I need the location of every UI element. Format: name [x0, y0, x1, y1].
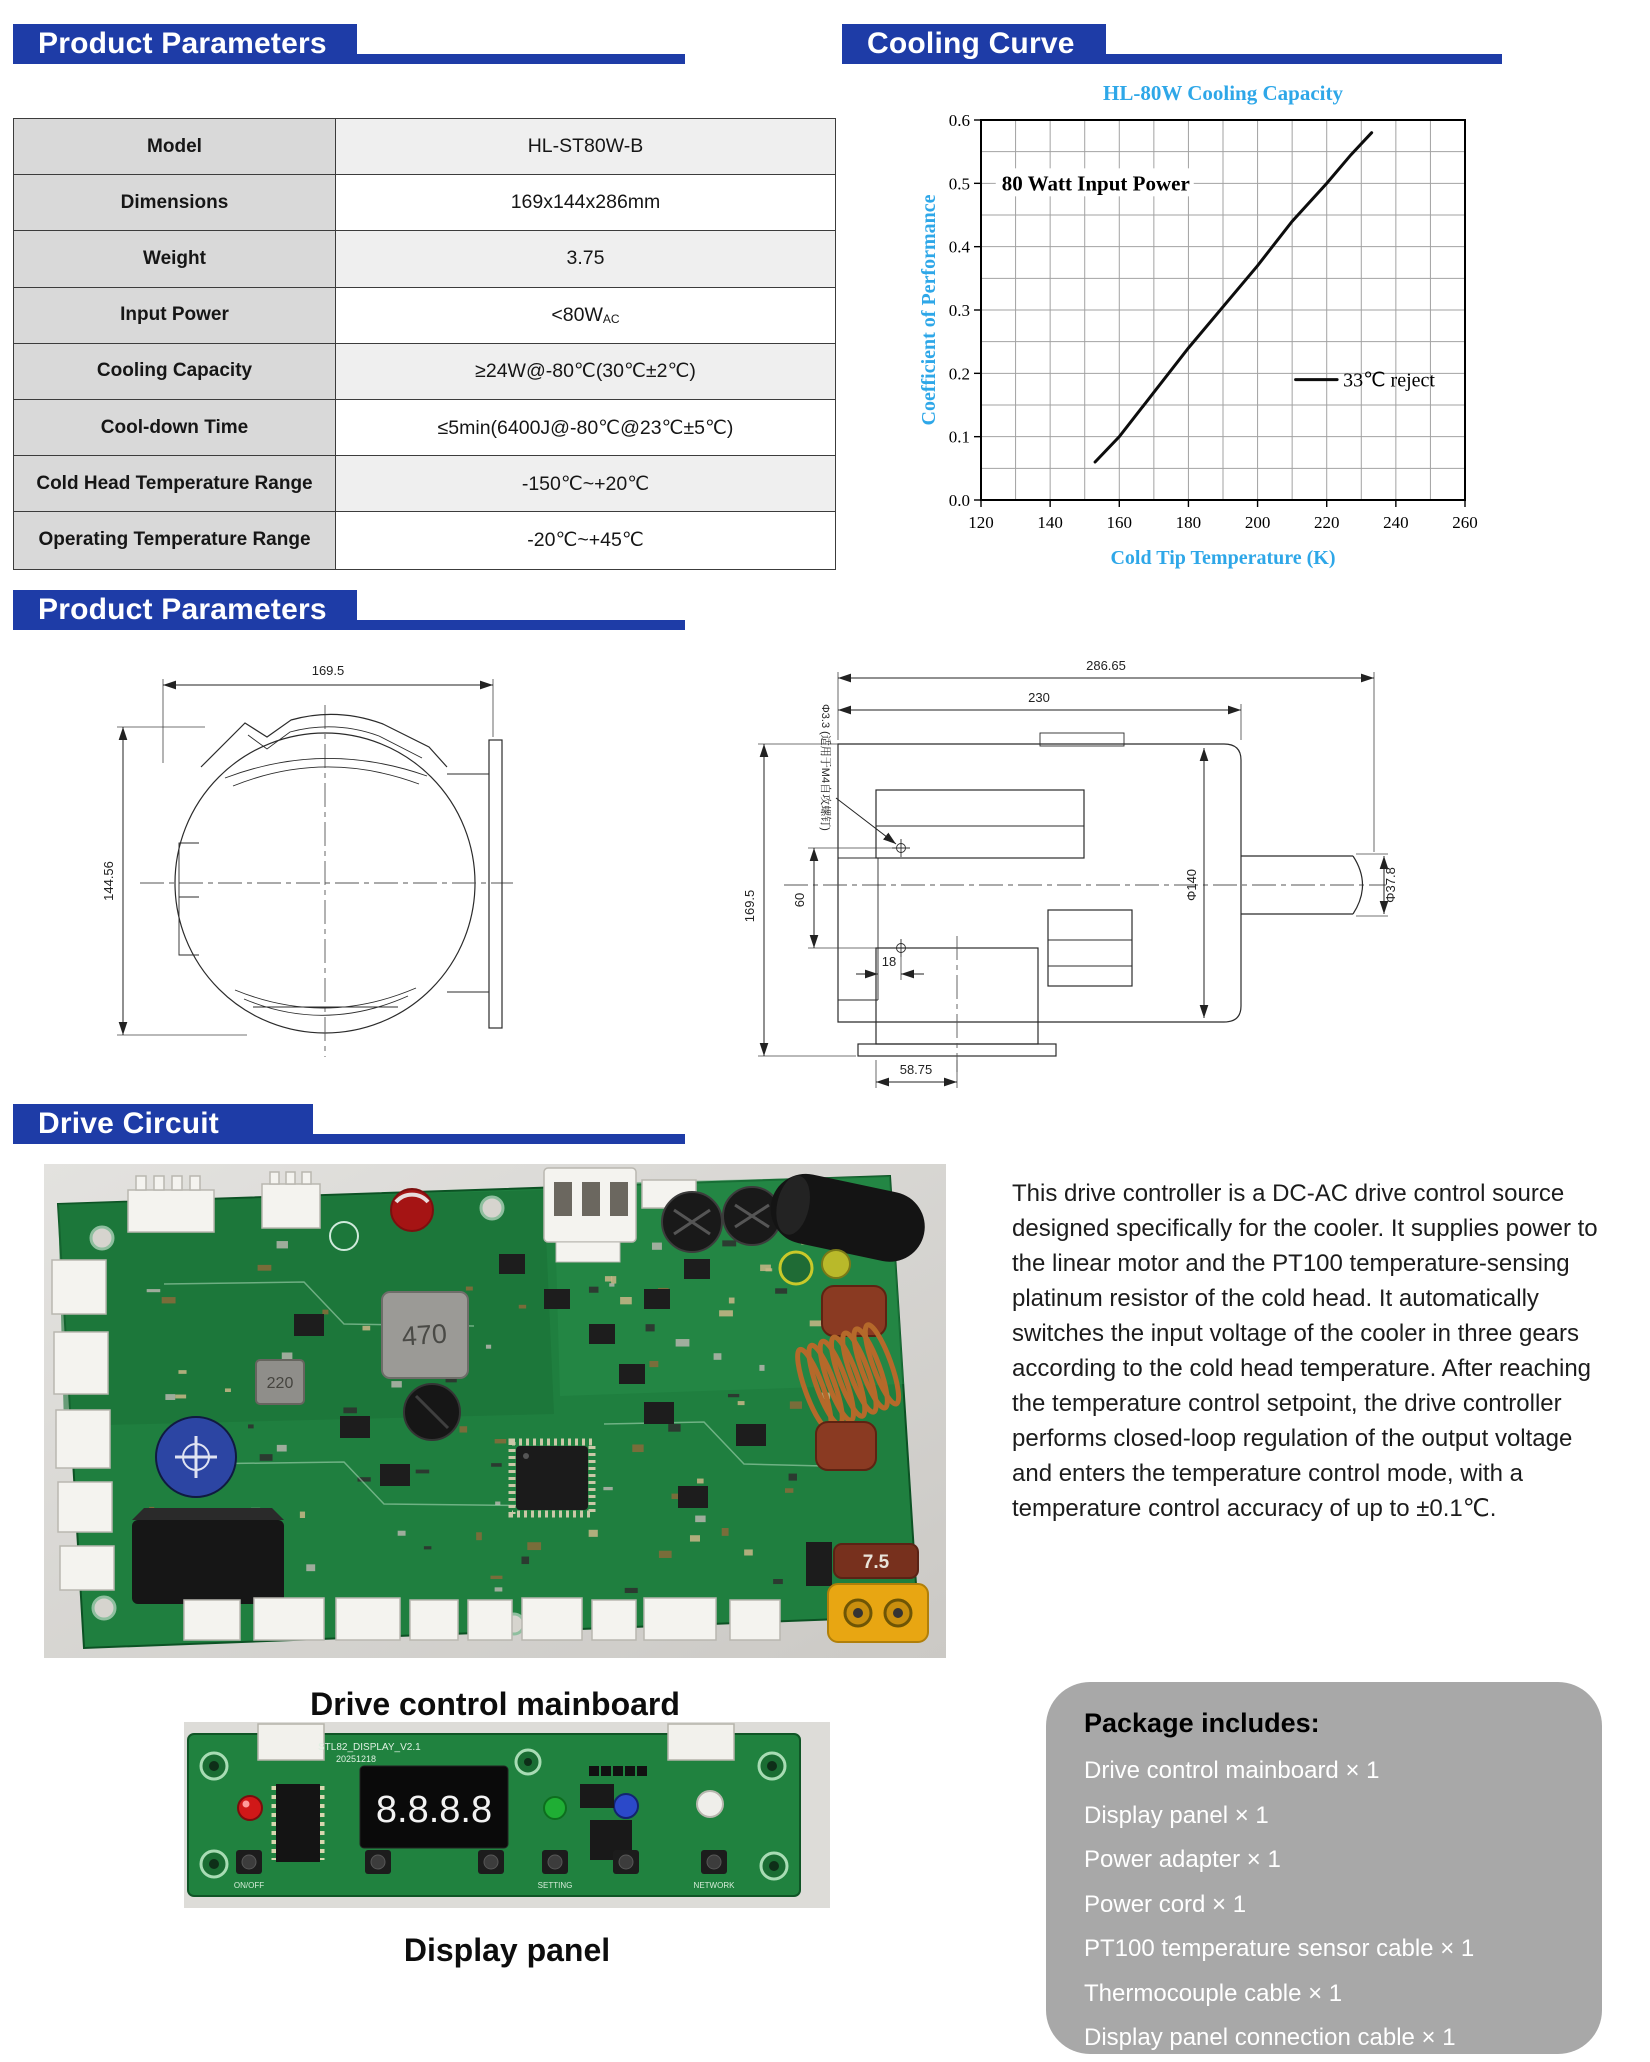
smd-component [495, 1502, 500, 1505]
dim-dia-tip-label: Φ37.8 [1383, 867, 1398, 903]
silkscreen-board-id: STL82_DISPLAY_V2.1 [318, 1742, 421, 1753]
inductor-220 [256, 1360, 304, 1404]
mounting-hole [93, 1597, 115, 1619]
smd-component [697, 1479, 704, 1484]
smd-component [785, 1488, 793, 1493]
smd-component [744, 1549, 753, 1555]
table-row [14, 175, 835, 231]
spec-value: <80W AC [336, 288, 835, 343]
mounting-hole [91, 1227, 113, 1249]
smd-component [649, 1361, 658, 1367]
small-capacitor [822, 1250, 850, 1278]
smd-component [789, 1474, 797, 1481]
annotation-label: 80 Watt Input Power [1001, 171, 1190, 196]
smd-component [729, 1298, 735, 1304]
smd-component [225, 1388, 231, 1392]
green-led [544, 1797, 566, 1819]
package-item: Thermocouple cable × 1 [1084, 1979, 1343, 2007]
spec-label: Model [14, 119, 336, 174]
mcu-chip [512, 1442, 592, 1514]
y-axis-label: Coefficient of Performance [918, 194, 940, 426]
spec-label: Cool-down Time [14, 400, 336, 455]
mounting-hole [481, 1197, 503, 1219]
drawing-side-view [738, 648, 1398, 1096]
banner-underline-drive [308, 1134, 685, 1144]
x-tick-label: 120 [968, 513, 994, 532]
dim-height-label: 144.56 [101, 861, 116, 901]
smd-component [258, 1265, 272, 1271]
smd-component [495, 1587, 503, 1591]
dim-hole-offset-label: 18 [881, 954, 897, 969]
table-row [14, 400, 835, 456]
smd-component [668, 1424, 680, 1432]
package-item: Drive control mainboard × 1 [1084, 1757, 1380, 1784]
x-tick-label: 260 [1452, 513, 1478, 532]
smd-component [486, 1345, 491, 1349]
smd-component [690, 1535, 700, 1541]
silkscreen-label-onoff: ON/OFF [233, 1881, 265, 1890]
caption-mainboard: Drive control mainboard [310, 1686, 680, 1722]
spec-label: Cold Head Temperature Range [14, 456, 336, 511]
smd-component [178, 1370, 186, 1374]
dim-base-label: 58.75 [899, 1062, 933, 1077]
relay [132, 1508, 284, 1604]
smd-component [476, 1532, 482, 1540]
spec-label: Weight [14, 231, 336, 286]
table-row [14, 119, 835, 175]
inductor-470 [382, 1292, 468, 1378]
spec-label: Cooling Capacity [14, 344, 336, 399]
dip-chip [274, 1784, 322, 1862]
x-tick-label: 240 [1383, 513, 1409, 532]
smd-component [773, 1579, 783, 1584]
y-tick-label: 0.4 [948, 237, 970, 257]
smd-component [605, 1276, 612, 1281]
seven-segment-display [360, 1766, 508, 1848]
buzzer [156, 1417, 236, 1497]
smd-component [652, 1243, 662, 1250]
smd-component [424, 1546, 431, 1549]
x-tick-label: 220 [1313, 513, 1340, 532]
dim-width-label: 169.5 [311, 663, 345, 678]
table-row [14, 456, 835, 512]
banner-title: Cooling Curve [867, 27, 1075, 60]
smd-component [521, 1557, 529, 1564]
banner-underline-2 [352, 620, 685, 630]
smd-component [490, 1576, 502, 1579]
smd-component [362, 1326, 370, 1331]
smd-component [810, 1320, 822, 1326]
small-capacitor [780, 1252, 812, 1284]
smd-component [459, 1426, 467, 1432]
spec-value: HL-ST80W-B [336, 119, 835, 174]
dim-hole-span-label: 60 [792, 892, 807, 908]
smd-component [322, 1310, 328, 1315]
front-flange [489, 740, 502, 1028]
smd-component [248, 1424, 254, 1428]
spec-label: Input Power [14, 288, 336, 343]
dim-height-label: 169.5 [742, 889, 757, 923]
silkscreen-board-date: 20251218 [336, 1754, 377, 1764]
silkscreen-label-setting: SETTING [537, 1881, 573, 1890]
y-tick-label: 0.3 [948, 301, 970, 320]
spec-table [13, 118, 836, 570]
smd-component [527, 1542, 541, 1550]
smd-component [416, 1470, 430, 1474]
silkscreen-fuse: 7.5 [862, 1552, 890, 1573]
display-panel-photo [184, 1722, 830, 1908]
x-axis-label: Cold Tip Temperature (K) [1110, 547, 1336, 569]
front-left-tab [179, 843, 199, 955]
spec-value: ≤5min(6400J@-80℃@23℃±5℃) [336, 400, 835, 455]
package-item: Power adapter × 1 [1084, 1846, 1281, 1873]
banner-title: Drive Circuit [38, 1107, 219, 1140]
smd-component [719, 1310, 733, 1316]
table-row [14, 512, 835, 568]
smd-component [495, 1439, 507, 1443]
smd-component [519, 1305, 526, 1309]
drive-mainboard-photo [44, 1164, 946, 1658]
caption-display: Display panel [403, 1932, 611, 1968]
dim-dia-body-label: Φ140 [1184, 868, 1199, 902]
table-row [14, 231, 835, 287]
spec-value: 3.75 [336, 231, 835, 286]
smd-component [759, 1365, 764, 1371]
smd-component [343, 1407, 357, 1413]
smd-component [260, 1454, 273, 1461]
x-tick-label: 180 [1175, 513, 1202, 532]
spec-value: ≥24W@-80℃(30℃±2℃) [336, 344, 835, 399]
spec-label: Dimensions [14, 175, 336, 230]
smd-component [722, 1240, 736, 1246]
smd-component [589, 1530, 598, 1537]
red-led [238, 1796, 262, 1820]
smd-component [589, 1287, 599, 1293]
y-tick-label: 0.1 [948, 427, 970, 447]
display-digits: 8.8.8.8 [375, 1789, 493, 1831]
blue-led [614, 1794, 638, 1818]
smd-component [175, 1395, 186, 1399]
table-row [14, 344, 835, 400]
package-title: Package includes: [1084, 1708, 1320, 1738]
smd-component [277, 1445, 287, 1452]
y-tick-label: 0.2 [948, 364, 970, 384]
smd-component [162, 1297, 176, 1303]
drawing-front-view [95, 645, 525, 1065]
smd-component [277, 1241, 288, 1248]
package-item: Display panel × 1 [1084, 1801, 1269, 1829]
y-tick-label: 0.5 [948, 174, 970, 194]
smd-component [603, 1487, 612, 1490]
smd-component [722, 1528, 729, 1536]
smd-component [790, 1401, 802, 1408]
table-row [14, 288, 835, 344]
smd-component [766, 1268, 773, 1271]
hole-note-label: Φ3.3 (适用于M4自攻螺钉) [819, 704, 831, 831]
red-capacitor [391, 1189, 433, 1231]
side-body [838, 744, 1241, 1022]
smd-component [775, 1288, 787, 1293]
smd-component [676, 1339, 690, 1346]
y-tick-label: 0.0 [948, 491, 970, 510]
x-tick-label: 200 [1244, 513, 1271, 532]
pin-header [589, 1766, 647, 1776]
banner-drive-circuit [13, 1104, 313, 1144]
package-includes-box [1046, 1682, 1602, 2054]
silkscreen-220: 220 [266, 1375, 294, 1392]
legend-label: 33℃ reject [1343, 369, 1435, 392]
white-button [697, 1791, 723, 1817]
x-tick-label: 160 [1106, 513, 1133, 532]
banner-title: Product Parameters [38, 593, 327, 626]
smd-component [646, 1324, 655, 1331]
cooling-capacity-chart [895, 70, 1575, 590]
smd-component [625, 1588, 638, 1593]
chart-title: HL-80W Cooling Capacity [1103, 81, 1343, 105]
spec-value: -150℃~+20℃ [336, 456, 835, 511]
smd-component [609, 1283, 614, 1286]
package-item-list [1084, 1749, 1564, 2061]
package-item: PT100 temperature sensor cable × 1 [1084, 1935, 1475, 1962]
drive-controller-description: This drive controller is a DC-AC drive control source designed specifically for the cooler. It supplies power to the linear motor and the PT100 temperature-sensing platinum resistor of the cold head. It automatically switches the input voltage of the cooler in three gears according to the cold head temperature. After reaching the temperature control setpoint, the drive controller performs closed-loop regulation of the output voltage and enters the temperature control mode, with a temperature control accuracy of up to ±0.1℃. [1012, 1180, 1598, 1522]
smd-component [491, 1463, 502, 1467]
silkscreen-470: 470 [400, 1318, 448, 1352]
smd-component [738, 1401, 745, 1405]
smd-component [714, 1353, 722, 1360]
dim-body-label: 230 [1028, 690, 1050, 705]
smd-component [620, 1297, 632, 1304]
smd-component [659, 1551, 672, 1558]
banner-underline-cooling [1102, 54, 1502, 64]
smd-component [147, 1289, 161, 1292]
bottom-connectors [184, 1598, 780, 1640]
package-item: Display panel connection cable × 1 [1084, 2024, 1456, 2051]
smd-component [165, 1394, 175, 1400]
y-tick-label: 0.6 [948, 111, 970, 130]
smd-component [391, 1381, 401, 1387]
x-tick-label: 140 [1037, 513, 1063, 532]
smd-component [632, 1444, 643, 1452]
smd-component [695, 1516, 705, 1523]
smd-component [306, 1564, 315, 1571]
spec-value: -20℃~+45℃ [336, 512, 835, 568]
banner-title: Product Parameters [38, 27, 327, 60]
package-item: Power cord × 1 [1084, 1890, 1247, 1918]
dim-overall-label: 286.65 [1086, 658, 1126, 673]
banner-cooling-curve [842, 24, 1106, 64]
smd-component [398, 1531, 406, 1536]
spec-label: Operating Temperature Range [14, 512, 336, 568]
banner-product-parameters-1 [13, 24, 357, 64]
smd-component [466, 1287, 473, 1291]
silkscreen-label-network: NETWORK [693, 1881, 735, 1890]
spec-value: 169x144x286mm [336, 175, 835, 230]
banner-underline-1 [352, 54, 685, 64]
banner-product-parameters-2 [13, 590, 357, 630]
smd-component [300, 1512, 305, 1518]
xt60-connector [828, 1584, 928, 1642]
smd-component [728, 1394, 739, 1397]
